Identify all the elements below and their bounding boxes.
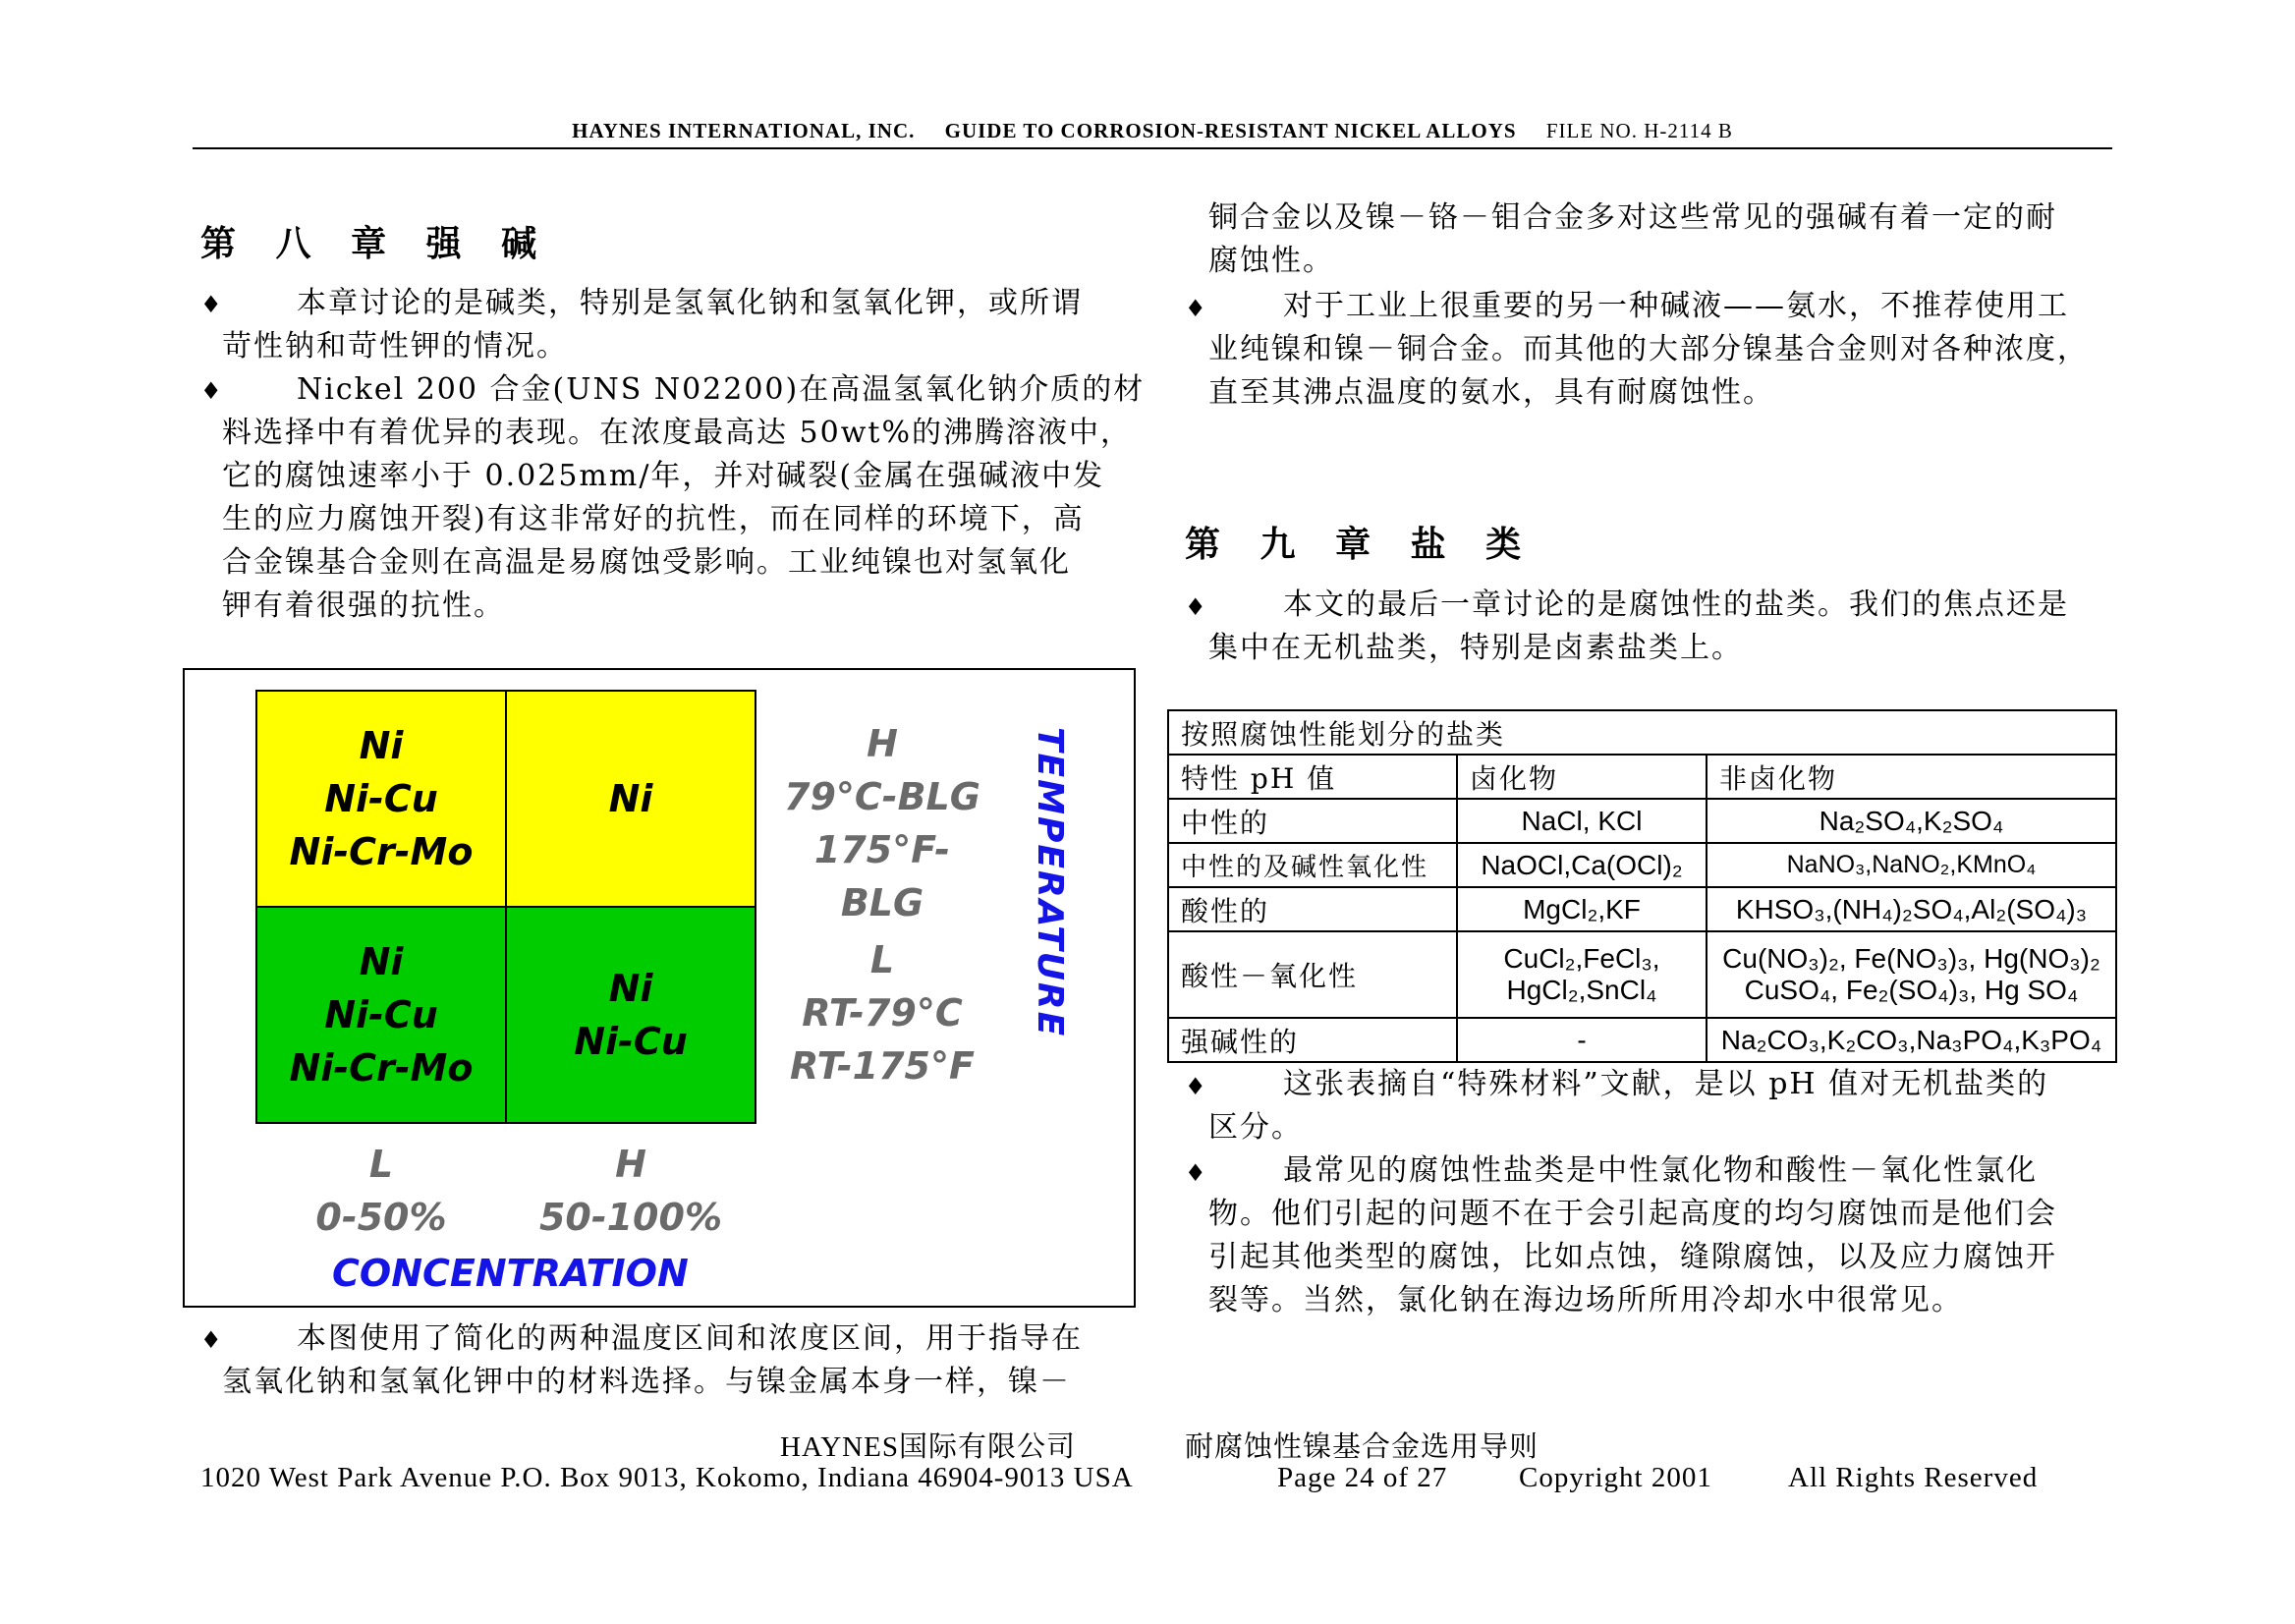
bullet-icon: ♦ — [1185, 295, 1206, 322]
tick-label: 50-100% — [538, 1196, 723, 1239]
footer-guide-cn: 耐腐蚀性镍基合金选用导则 — [1185, 1431, 1539, 1463]
ch8-p4-line1: 铜合金以及镍－铬－钼合金多对这些常见的强碱有着一定的耐 — [1208, 200, 2057, 235]
non-halide-cell: Na₂CO₃,K₂CO₃,Na₃PO₄,K₃PO₄ — [1707, 1018, 2116, 1062]
ch8-p2-line4: 生的应力腐蚀开裂)有这非常好的抗性，而在同样的环境下，高 — [222, 502, 1085, 536]
footer-company-cn: HAYNES国际有限公司 — [780, 1431, 1076, 1463]
ch8-p2-line2: 料选择中有着优异的表现。在浓度最高达 50wt%的沸腾溶液中， — [222, 416, 1132, 450]
cell-high-temp-high-conc — [505, 690, 756, 908]
ch9-p3-line3: 引起其他类型的腐蚀，比如点蚀，缝隙腐蚀，以及应力腐蚀开 — [1208, 1240, 2057, 1274]
table-row — [1168, 799, 2116, 843]
cell-label: Ni — [608, 777, 653, 820]
ch8-p2-line1: Nickel 200 合金(UNS N02200)在高温氢氧化钠介质的材 — [297, 372, 1146, 407]
chapter8-title: 第 八 章 强 碱 — [200, 224, 551, 264]
halide-line: HgCl₂,SnCl₄ — [1506, 975, 1657, 1005]
non-halide-cell: NaNO₃,NaNO₂,KMnO₄ — [1707, 843, 2116, 887]
ch9-p1-line2: 集中在无机盐类，特别是卤素盐类上。 — [1208, 631, 1743, 665]
salt-classification-table — [1167, 709, 2117, 1063]
temp-high-label — [774, 717, 990, 929]
bullet-icon: ♦ — [1185, 1073, 1206, 1100]
ch8-p5-line1: 对于工业上很重要的另一种碱液——氨水，不推荐使用工 — [1283, 289, 2069, 323]
halide-cell — [1457, 931, 1707, 1018]
x-axis-title: CONCENTRATION — [332, 1252, 689, 1295]
non-halide-cell: Na₂SO₄,K₂SO₄ — [1707, 799, 2116, 843]
halide-cell: NaOCl,Ca(OCl)₂ — [1457, 843, 1707, 887]
halide-cell: NaCl, KCl — [1457, 799, 1707, 843]
header-cell: 非卤化物 — [1707, 755, 2116, 799]
tick-label: 79°C-BLG — [784, 775, 980, 818]
tick-label: L — [368, 1143, 394, 1186]
table-caption-row — [1168, 710, 2116, 755]
ch8-p3-line1: 本图使用了简化的两种温度区间和浓度区间，用于指导在 — [297, 1321, 1083, 1356]
property-cell: 中性的及碱性氧化性 — [1168, 843, 1457, 887]
ch9-p3-line4: 裂等。当然，氯化钠在海边场所所用冷却水中很常见。 — [1208, 1283, 1963, 1317]
conc-high-label — [505, 1138, 756, 1244]
conc-low-label — [255, 1138, 507, 1244]
non-halide-line: CuSO₄, Fe₂(SO₄)₃, Hg SO₄ — [1744, 975, 2079, 1005]
bullet-icon: ♦ — [1185, 1159, 1206, 1187]
header-guide: GUIDE TO CORROSION-RESISTANT NICKEL ALLOYS — [944, 119, 1517, 142]
tick-label: 0-50% — [315, 1196, 447, 1239]
ch9-p2-line1: 这张表摘自“特殊材料”文献，是以 pH 值对无机盐类的 — [1283, 1067, 2049, 1101]
bullet-icon: ♦ — [1185, 593, 1206, 621]
page-header — [193, 114, 2112, 149]
property-cell: 酸性－氧化性 — [1168, 931, 1457, 1018]
table-row — [1168, 843, 2116, 887]
halide-cell: MgCl₂,KF — [1457, 887, 1707, 931]
cell-label: Ni-Cu — [324, 993, 438, 1036]
ch8-p3-line2: 氢氧化钠和氢氧化钾中的材料选择。与镍金属本身一样，镍－ — [222, 1365, 1071, 1399]
property-cell: 中性的 — [1168, 799, 1457, 843]
bullet-icon: ♦ — [200, 1326, 222, 1354]
cell-low-temp-high-conc — [505, 906, 756, 1124]
cell-high-temp-low-conc — [255, 690, 507, 908]
halide-line: CuCl₂,FeCl₃, — [1503, 943, 1660, 974]
cell-label: Ni — [608, 967, 653, 1010]
chapter9-title: 第 九 章 盐 类 — [1185, 525, 1536, 565]
ch8-p5-line2: 业纯镍和镍－铜合金。而其他的大部分镍基合金则对各种浓度， — [1208, 332, 2089, 366]
cell-low-temp-low-conc — [255, 906, 507, 1124]
ch9-p1-line1: 本文的最后一章讨论的是腐蚀性的盐类。我们的焦点还是 — [1283, 588, 2069, 622]
footer-address: 1020 West Park Avenue P.O. Box 9013, Kokomo, Indiana 46904-9013 USA — [200, 1462, 1134, 1493]
cell-label: Ni — [359, 940, 404, 983]
ch8-p5-line3: 直至其沸点温度的氨水，具有耐腐蚀性。 — [1208, 375, 1774, 410]
table-row — [1168, 931, 2116, 1018]
ch9-p3-line2: 物。他们引起的问题不在于会引起高度的均匀腐蚀而是他们会 — [1208, 1197, 2057, 1231]
tick-label: H — [867, 722, 898, 765]
cell-label: Ni-Cu — [574, 1020, 688, 1063]
non-halide-cell: KHSO₃,(NH₄)₂SO₄,Al₂(SO₄)₃ — [1707, 887, 2116, 931]
header-cell: 卤化物 — [1457, 755, 1707, 799]
alloy-selection-chart — [183, 668, 1136, 1308]
ch8-p1-line2: 苛性钠和苛性钾的情况。 — [222, 329, 568, 364]
tick-label: RT-175°F — [790, 1044, 975, 1088]
table-row — [1168, 1018, 2116, 1062]
ch9-p3-line1: 最常见的腐蚀性盐类是中性氯化物和酸性－氧化性氯化 — [1283, 1153, 2038, 1188]
ch8-p2-line6: 钾有着很强的抗性。 — [222, 588, 505, 623]
cell-label: Ni-Cr-Mo — [289, 1046, 474, 1090]
cell-label: Ni — [359, 724, 404, 767]
footer-copyright: Copyright 2001 — [1519, 1462, 1712, 1493]
footer-rights: All Rights Reserved — [1788, 1462, 2039, 1493]
header-file-no: FILE NO. H-2114 B — [1545, 119, 1733, 142]
header-cell: 特性 pH 值 — [1168, 755, 1457, 799]
ch9-p2-line2: 区分。 — [1208, 1110, 1303, 1145]
tick-label: L — [869, 938, 895, 981]
footer-page-number: Page 24 of 27 — [1277, 1462, 1448, 1493]
property-cell: 酸性的 — [1168, 887, 1457, 931]
cell-label: Ni-Cr-Mo — [289, 830, 474, 873]
ch8-p2-line3: 它的腐蚀速率小于 0.025mm/年，并对碱裂(金属在强碱液中发 — [222, 459, 1105, 493]
y-axis-title: TEMPERATURE — [1030, 727, 1070, 1038]
table-row — [1168, 887, 2116, 931]
cell-label: Ni-Cu — [324, 777, 438, 820]
header-company: HAYNES INTERNATIONAL, INC. — [572, 119, 916, 142]
ch8-p4-line2: 腐蚀性。 — [1208, 244, 1334, 278]
tick-label: RT-79°C — [802, 991, 963, 1035]
table-header-row — [1168, 755, 2116, 799]
ch8-p2-line5: 合金镍基合金则在高温是易腐蚀受影响。工业纯镍也对氢氧化 — [222, 545, 1071, 580]
temp-low-label — [774, 933, 990, 1092]
halide-cell: - — [1457, 1018, 1707, 1062]
table-caption: 按照腐蚀性能划分的盐类 — [1168, 710, 2116, 755]
property-cell: 强碱性的 — [1168, 1018, 1457, 1062]
tick-label: H — [615, 1143, 646, 1186]
non-halide-line: Cu(NO₃)₂, Fe(NO₃)₃, Hg(NO₃)₂ — [1722, 943, 2100, 974]
bullet-icon: ♦ — [200, 291, 222, 318]
non-halide-cell — [1707, 931, 2116, 1018]
ch8-p1-line1: 本章讨论的是碱类，特别是氢氧化钠和氢氧化钾，或所谓 — [297, 286, 1083, 320]
tick-label: 175°F-BLG — [813, 828, 951, 924]
bullet-icon: ♦ — [200, 377, 222, 405]
